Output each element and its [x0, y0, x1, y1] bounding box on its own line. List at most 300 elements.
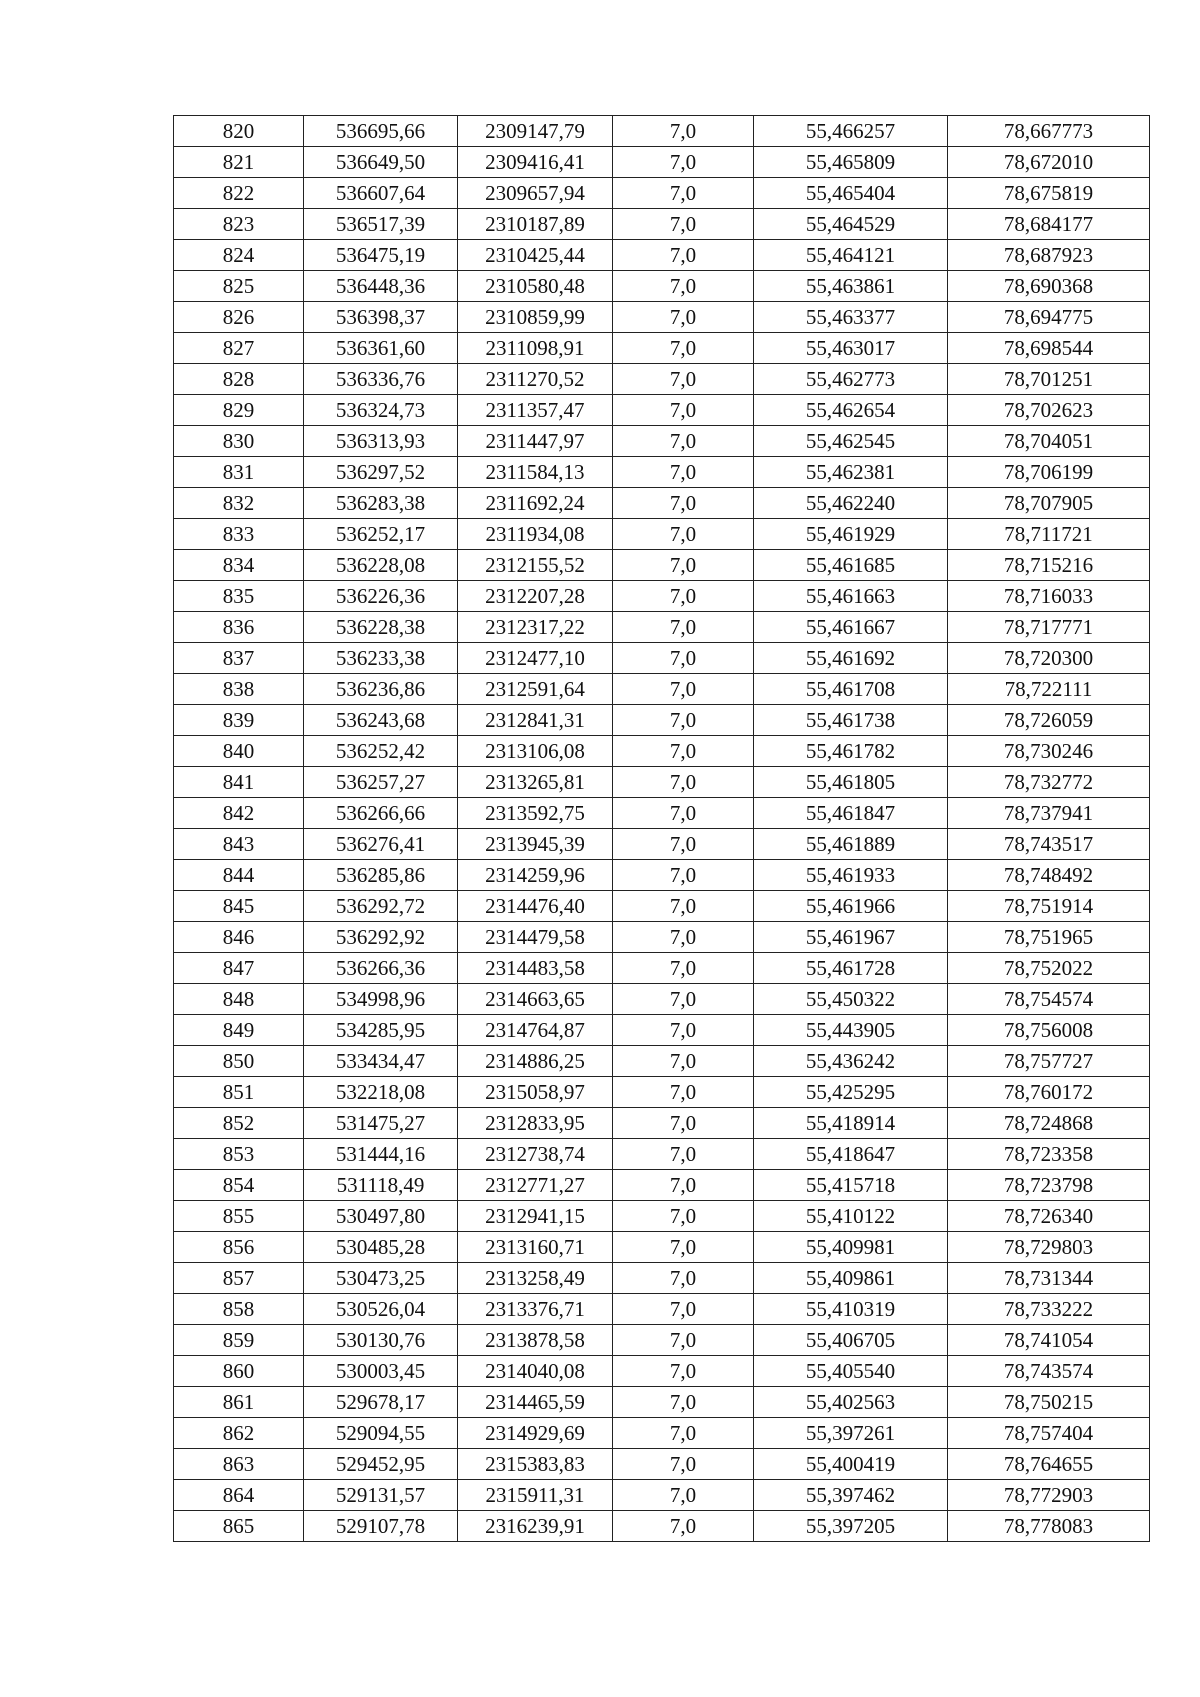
x-coordinate-cell: 529094,55: [304, 1418, 458, 1449]
x-coordinate-cell: 529678,17: [304, 1387, 458, 1418]
table-row: [174, 1356, 1150, 1387]
y-coordinate-cell: 2311098,91: [458, 333, 613, 364]
longitude-cell: 78,715216: [948, 550, 1150, 581]
longitude-cell: 78,706199: [948, 457, 1150, 488]
x-coordinate-cell: 536361,60: [304, 333, 458, 364]
latitude-cell: 55,461782: [754, 736, 948, 767]
table-row: [174, 550, 1150, 581]
point-number-cell: 863: [174, 1449, 304, 1480]
table-row: [174, 612, 1150, 643]
error-cell: 7,0: [613, 1356, 754, 1387]
point-number-cell: 830: [174, 426, 304, 457]
point-number-cell: 851: [174, 1077, 304, 1108]
x-coordinate-cell: 536266,66: [304, 798, 458, 829]
error-cell: 7,0: [613, 612, 754, 643]
error-cell: 7,0: [613, 829, 754, 860]
longitude-cell: 78,675819: [948, 178, 1150, 209]
x-coordinate-cell: 530003,45: [304, 1356, 458, 1387]
y-coordinate-cell: 2314476,40: [458, 891, 613, 922]
error-cell: 7,0: [613, 922, 754, 953]
error-cell: 7,0: [613, 178, 754, 209]
latitude-cell: 55,461708: [754, 674, 948, 705]
error-cell: 7,0: [613, 1077, 754, 1108]
error-cell: 7,0: [613, 1511, 754, 1542]
longitude-cell: 78,760172: [948, 1077, 1150, 1108]
point-number-cell: 826: [174, 302, 304, 333]
latitude-cell: 55,397261: [754, 1418, 948, 1449]
point-number-cell: 827: [174, 333, 304, 364]
x-coordinate-cell: 536292,92: [304, 922, 458, 953]
x-coordinate-cell: 530485,28: [304, 1232, 458, 1263]
y-coordinate-cell: 2314465,59: [458, 1387, 613, 1418]
longitude-cell: 78,698544: [948, 333, 1150, 364]
latitude-cell: 55,410319: [754, 1294, 948, 1325]
y-coordinate-cell: 2312155,52: [458, 550, 613, 581]
table-row: [174, 488, 1150, 519]
table-row: [174, 767, 1150, 798]
y-coordinate-cell: 2313376,71: [458, 1294, 613, 1325]
table-row: [174, 984, 1150, 1015]
x-coordinate-cell: 536695,66: [304, 116, 458, 147]
error-cell: 7,0: [613, 1170, 754, 1201]
y-coordinate-cell: 2310187,89: [458, 209, 613, 240]
error-cell: 7,0: [613, 643, 754, 674]
longitude-cell: 78,717771: [948, 612, 1150, 643]
table-row: [174, 1449, 1150, 1480]
point-number-cell: 820: [174, 116, 304, 147]
error-cell: 7,0: [613, 519, 754, 550]
x-coordinate-cell: 536398,37: [304, 302, 458, 333]
latitude-cell: 55,405540: [754, 1356, 948, 1387]
error-cell: 7,0: [613, 1480, 754, 1511]
point-number-cell: 846: [174, 922, 304, 953]
latitude-cell: 55,461692: [754, 643, 948, 674]
y-coordinate-cell: 2315383,83: [458, 1449, 613, 1480]
error-cell: 7,0: [613, 364, 754, 395]
longitude-cell: 78,684177: [948, 209, 1150, 240]
x-coordinate-cell: 536292,72: [304, 891, 458, 922]
table-row: [174, 1077, 1150, 1108]
x-coordinate-cell: 536266,36: [304, 953, 458, 984]
latitude-cell: 55,461966: [754, 891, 948, 922]
x-coordinate-cell: 531118,49: [304, 1170, 458, 1201]
longitude-cell: 78,672010: [948, 147, 1150, 178]
x-coordinate-cell: 536448,36: [304, 271, 458, 302]
longitude-cell: 78,694775: [948, 302, 1150, 333]
error-cell: 7,0: [613, 891, 754, 922]
error-cell: 7,0: [613, 395, 754, 426]
longitude-cell: 78,733222: [948, 1294, 1150, 1325]
longitude-cell: 78,701251: [948, 364, 1150, 395]
x-coordinate-cell: 532218,08: [304, 1077, 458, 1108]
longitude-cell: 78,723358: [948, 1139, 1150, 1170]
latitude-cell: 55,465404: [754, 178, 948, 209]
longitude-cell: 78,743517: [948, 829, 1150, 860]
x-coordinate-cell: 536252,17: [304, 519, 458, 550]
error-cell: 7,0: [613, 240, 754, 271]
x-coordinate-cell: 534285,95: [304, 1015, 458, 1046]
point-number-cell: 833: [174, 519, 304, 550]
error-cell: 7,0: [613, 1387, 754, 1418]
error-cell: 7,0: [613, 271, 754, 302]
x-coordinate-cell: 529107,78: [304, 1511, 458, 1542]
y-coordinate-cell: 2314929,69: [458, 1418, 613, 1449]
latitude-cell: 55,461847: [754, 798, 948, 829]
y-coordinate-cell: 2315058,97: [458, 1077, 613, 1108]
point-number-cell: 835: [174, 581, 304, 612]
table-row: [174, 798, 1150, 829]
y-coordinate-cell: 2314886,25: [458, 1046, 613, 1077]
latitude-cell: 55,409981: [754, 1232, 948, 1263]
point-number-cell: 829: [174, 395, 304, 426]
point-number-cell: 854: [174, 1170, 304, 1201]
x-coordinate-cell: 536607,64: [304, 178, 458, 209]
point-number-cell: 853: [174, 1139, 304, 1170]
table-row: [174, 364, 1150, 395]
table-row: [174, 116, 1150, 147]
latitude-cell: 55,461967: [754, 922, 948, 953]
error-cell: 7,0: [613, 302, 754, 333]
point-number-cell: 856: [174, 1232, 304, 1263]
y-coordinate-cell: 2315911,31: [458, 1480, 613, 1511]
latitude-cell: 55,465809: [754, 147, 948, 178]
latitude-cell: 55,402563: [754, 1387, 948, 1418]
error-cell: 7,0: [613, 1263, 754, 1294]
x-coordinate-cell: 529131,57: [304, 1480, 458, 1511]
y-coordinate-cell: 2311692,24: [458, 488, 613, 519]
coordinates-table: [173, 115, 1150, 1542]
latitude-cell: 55,397462: [754, 1480, 948, 1511]
latitude-cell: 55,425295: [754, 1077, 948, 1108]
table-row: [174, 1201, 1150, 1232]
latitude-cell: 55,406705: [754, 1325, 948, 1356]
table-row: [174, 1170, 1150, 1201]
y-coordinate-cell: 2314479,58: [458, 922, 613, 953]
point-number-cell: 821: [174, 147, 304, 178]
point-number-cell: 832: [174, 488, 304, 519]
error-cell: 7,0: [613, 705, 754, 736]
y-coordinate-cell: 2312833,95: [458, 1108, 613, 1139]
point-number-cell: 824: [174, 240, 304, 271]
y-coordinate-cell: 2314259,96: [458, 860, 613, 891]
error-cell: 7,0: [613, 116, 754, 147]
y-coordinate-cell: 2310580,48: [458, 271, 613, 302]
error-cell: 7,0: [613, 457, 754, 488]
latitude-cell: 55,464529: [754, 209, 948, 240]
table-row: [174, 1232, 1150, 1263]
table-row: [174, 1294, 1150, 1325]
table-row: [174, 953, 1150, 984]
y-coordinate-cell: 2313258,49: [458, 1263, 613, 1294]
x-coordinate-cell: 530473,25: [304, 1263, 458, 1294]
x-coordinate-cell: 530497,80: [304, 1201, 458, 1232]
longitude-cell: 78,737941: [948, 798, 1150, 829]
table-row: [174, 1325, 1150, 1356]
latitude-cell: 55,461685: [754, 550, 948, 581]
error-cell: 7,0: [613, 798, 754, 829]
point-number-cell: 825: [174, 271, 304, 302]
longitude-cell: 78,723798: [948, 1170, 1150, 1201]
point-number-cell: 852: [174, 1108, 304, 1139]
longitude-cell: 78,711721: [948, 519, 1150, 550]
error-cell: 7,0: [613, 147, 754, 178]
table-row: [174, 1015, 1150, 1046]
longitude-cell: 78,729803: [948, 1232, 1150, 1263]
longitude-cell: 78,764655: [948, 1449, 1150, 1480]
longitude-cell: 78,757727: [948, 1046, 1150, 1077]
x-coordinate-cell: 536243,68: [304, 705, 458, 736]
y-coordinate-cell: 2313160,71: [458, 1232, 613, 1263]
table-row: [174, 643, 1150, 674]
point-number-cell: 858: [174, 1294, 304, 1325]
x-coordinate-cell: 536276,41: [304, 829, 458, 860]
longitude-cell: 78,751914: [948, 891, 1150, 922]
point-number-cell: 842: [174, 798, 304, 829]
point-number-cell: 834: [174, 550, 304, 581]
table-row: [174, 891, 1150, 922]
y-coordinate-cell: 2312477,10: [458, 643, 613, 674]
longitude-cell: 78,750215: [948, 1387, 1150, 1418]
table-row: [174, 922, 1150, 953]
table-row: [174, 1480, 1150, 1511]
y-coordinate-cell: 2309657,94: [458, 178, 613, 209]
error-cell: 7,0: [613, 426, 754, 457]
x-coordinate-cell: 536475,19: [304, 240, 458, 271]
point-number-cell: 841: [174, 767, 304, 798]
error-cell: 7,0: [613, 1046, 754, 1077]
x-coordinate-cell: 536313,93: [304, 426, 458, 457]
point-number-cell: 855: [174, 1201, 304, 1232]
latitude-cell: 55,461728: [754, 953, 948, 984]
latitude-cell: 55,410122: [754, 1201, 948, 1232]
error-cell: 7,0: [613, 209, 754, 240]
table-row: [174, 271, 1150, 302]
longitude-cell: 78,732772: [948, 767, 1150, 798]
point-number-cell: 857: [174, 1263, 304, 1294]
x-coordinate-cell: 530526,04: [304, 1294, 458, 1325]
latitude-cell: 55,418647: [754, 1139, 948, 1170]
longitude-cell: 78,722111: [948, 674, 1150, 705]
error-cell: 7,0: [613, 333, 754, 364]
longitude-cell: 78,741054: [948, 1325, 1150, 1356]
error-cell: 7,0: [613, 674, 754, 705]
longitude-cell: 78,702623: [948, 395, 1150, 426]
table-row: [174, 147, 1150, 178]
longitude-cell: 78,667773: [948, 116, 1150, 147]
y-coordinate-cell: 2312207,28: [458, 581, 613, 612]
y-coordinate-cell: 2312941,15: [458, 1201, 613, 1232]
point-number-cell: 843: [174, 829, 304, 860]
point-number-cell: 836: [174, 612, 304, 643]
y-coordinate-cell: 2316239,91: [458, 1511, 613, 1542]
y-coordinate-cell: 2311934,08: [458, 519, 613, 550]
point-number-cell: 823: [174, 209, 304, 240]
error-cell: 7,0: [613, 1201, 754, 1232]
longitude-cell: 78,687923: [948, 240, 1150, 271]
point-number-cell: 845: [174, 891, 304, 922]
longitude-cell: 78,731344: [948, 1263, 1150, 1294]
y-coordinate-cell: 2314663,65: [458, 984, 613, 1015]
table-row: [174, 457, 1150, 488]
longitude-cell: 78,754574: [948, 984, 1150, 1015]
table-row: [174, 1387, 1150, 1418]
y-coordinate-cell: 2309147,79: [458, 116, 613, 147]
longitude-cell: 78,752022: [948, 953, 1150, 984]
x-coordinate-cell: 529452,95: [304, 1449, 458, 1480]
table-row: [174, 705, 1150, 736]
y-coordinate-cell: 2313592,75: [458, 798, 613, 829]
point-number-cell: 849: [174, 1015, 304, 1046]
x-coordinate-cell: 536517,39: [304, 209, 458, 240]
y-coordinate-cell: 2310425,44: [458, 240, 613, 271]
y-coordinate-cell: 2311584,13: [458, 457, 613, 488]
longitude-cell: 78,704051: [948, 426, 1150, 457]
latitude-cell: 55,462381: [754, 457, 948, 488]
x-coordinate-cell: 536283,38: [304, 488, 458, 519]
error-cell: 7,0: [613, 581, 754, 612]
longitude-cell: 78,756008: [948, 1015, 1150, 1046]
latitude-cell: 55,415718: [754, 1170, 948, 1201]
latitude-cell: 55,461805: [754, 767, 948, 798]
y-coordinate-cell: 2313878,58: [458, 1325, 613, 1356]
table-row: [174, 178, 1150, 209]
latitude-cell: 55,461889: [754, 829, 948, 860]
table-row: [174, 829, 1150, 860]
error-cell: 7,0: [613, 1232, 754, 1263]
error-cell: 7,0: [613, 488, 754, 519]
point-number-cell: 837: [174, 643, 304, 674]
longitude-cell: 78,757404: [948, 1418, 1150, 1449]
table-row: [174, 240, 1150, 271]
point-number-cell: 864: [174, 1480, 304, 1511]
x-coordinate-cell: 536324,73: [304, 395, 458, 426]
y-coordinate-cell: 2311357,47: [458, 395, 613, 426]
point-number-cell: 859: [174, 1325, 304, 1356]
latitude-cell: 55,462773: [754, 364, 948, 395]
error-cell: 7,0: [613, 984, 754, 1015]
latitude-cell: 55,462240: [754, 488, 948, 519]
error-cell: 7,0: [613, 1294, 754, 1325]
table-row: [174, 1046, 1150, 1077]
point-number-cell: 840: [174, 736, 304, 767]
x-coordinate-cell: 536228,08: [304, 550, 458, 581]
point-number-cell: 861: [174, 1387, 304, 1418]
point-number-cell: 822: [174, 178, 304, 209]
longitude-cell: 78,778083: [948, 1511, 1150, 1542]
table-row: [174, 736, 1150, 767]
longitude-cell: 78,748492: [948, 860, 1150, 891]
table-row: [174, 333, 1150, 364]
longitude-cell: 78,716033: [948, 581, 1150, 612]
point-number-cell: 844: [174, 860, 304, 891]
table-row: [174, 1418, 1150, 1449]
longitude-cell: 78,690368: [948, 271, 1150, 302]
x-coordinate-cell: 536336,76: [304, 364, 458, 395]
error-cell: 7,0: [613, 953, 754, 984]
error-cell: 7,0: [613, 1418, 754, 1449]
x-coordinate-cell: 533434,47: [304, 1046, 458, 1077]
latitude-cell: 55,464121: [754, 240, 948, 271]
longitude-cell: 78,724868: [948, 1108, 1150, 1139]
point-number-cell: 862: [174, 1418, 304, 1449]
y-coordinate-cell: 2311270,52: [458, 364, 613, 395]
x-coordinate-cell: 536233,38: [304, 643, 458, 674]
point-number-cell: 847: [174, 953, 304, 984]
y-coordinate-cell: 2312591,64: [458, 674, 613, 705]
latitude-cell: 55,463017: [754, 333, 948, 364]
y-coordinate-cell: 2312771,27: [458, 1170, 613, 1201]
latitude-cell: 55,461933: [754, 860, 948, 891]
longitude-cell: 78,751965: [948, 922, 1150, 953]
longitude-cell: 78,707905: [948, 488, 1150, 519]
longitude-cell: 78,772903: [948, 1480, 1150, 1511]
y-coordinate-cell: 2312738,74: [458, 1139, 613, 1170]
point-number-cell: 828: [174, 364, 304, 395]
point-number-cell: 865: [174, 1511, 304, 1542]
latitude-cell: 55,397205: [754, 1511, 948, 1542]
table-row: [174, 302, 1150, 333]
error-cell: 7,0: [613, 1015, 754, 1046]
x-coordinate-cell: 536228,38: [304, 612, 458, 643]
latitude-cell: 55,461929: [754, 519, 948, 550]
y-coordinate-cell: 2313106,08: [458, 736, 613, 767]
error-cell: 7,0: [613, 860, 754, 891]
table-row: [174, 395, 1150, 426]
point-number-cell: 850: [174, 1046, 304, 1077]
table-row: [174, 426, 1150, 457]
y-coordinate-cell: 2313265,81: [458, 767, 613, 798]
table-row: [174, 1108, 1150, 1139]
latitude-cell: 55,461667: [754, 612, 948, 643]
y-coordinate-cell: 2310859,99: [458, 302, 613, 333]
table-row: [174, 674, 1150, 705]
table-row: [174, 860, 1150, 891]
latitude-cell: 55,463861: [754, 271, 948, 302]
longitude-cell: 78,730246: [948, 736, 1150, 767]
latitude-cell: 55,461663: [754, 581, 948, 612]
latitude-cell: 55,463377: [754, 302, 948, 333]
error-cell: 7,0: [613, 1449, 754, 1480]
x-coordinate-cell: 530130,76: [304, 1325, 458, 1356]
point-number-cell: 831: [174, 457, 304, 488]
latitude-cell: 55,418914: [754, 1108, 948, 1139]
y-coordinate-cell: 2312317,22: [458, 612, 613, 643]
x-coordinate-cell: 536226,36: [304, 581, 458, 612]
latitude-cell: 55,462545: [754, 426, 948, 457]
error-cell: 7,0: [613, 550, 754, 581]
longitude-cell: 78,726059: [948, 705, 1150, 736]
longitude-cell: 78,726340: [948, 1201, 1150, 1232]
y-coordinate-cell: 2313945,39: [458, 829, 613, 860]
coordinates-table-body: [174, 116, 1150, 1542]
x-coordinate-cell: 536257,27: [304, 767, 458, 798]
point-number-cell: 838: [174, 674, 304, 705]
point-number-cell: 860: [174, 1356, 304, 1387]
table-row: [174, 1263, 1150, 1294]
table-row: [174, 1139, 1150, 1170]
x-coordinate-cell: 536252,42: [304, 736, 458, 767]
x-coordinate-cell: 534998,96: [304, 984, 458, 1015]
table-row: [174, 581, 1150, 612]
error-cell: 7,0: [613, 1108, 754, 1139]
error-cell: 7,0: [613, 1139, 754, 1170]
latitude-cell: 55,462654: [754, 395, 948, 426]
y-coordinate-cell: 2311447,97: [458, 426, 613, 457]
x-coordinate-cell: 536236,86: [304, 674, 458, 705]
y-coordinate-cell: 2314040,08: [458, 1356, 613, 1387]
latitude-cell: 55,409861: [754, 1263, 948, 1294]
latitude-cell: 55,461738: [754, 705, 948, 736]
